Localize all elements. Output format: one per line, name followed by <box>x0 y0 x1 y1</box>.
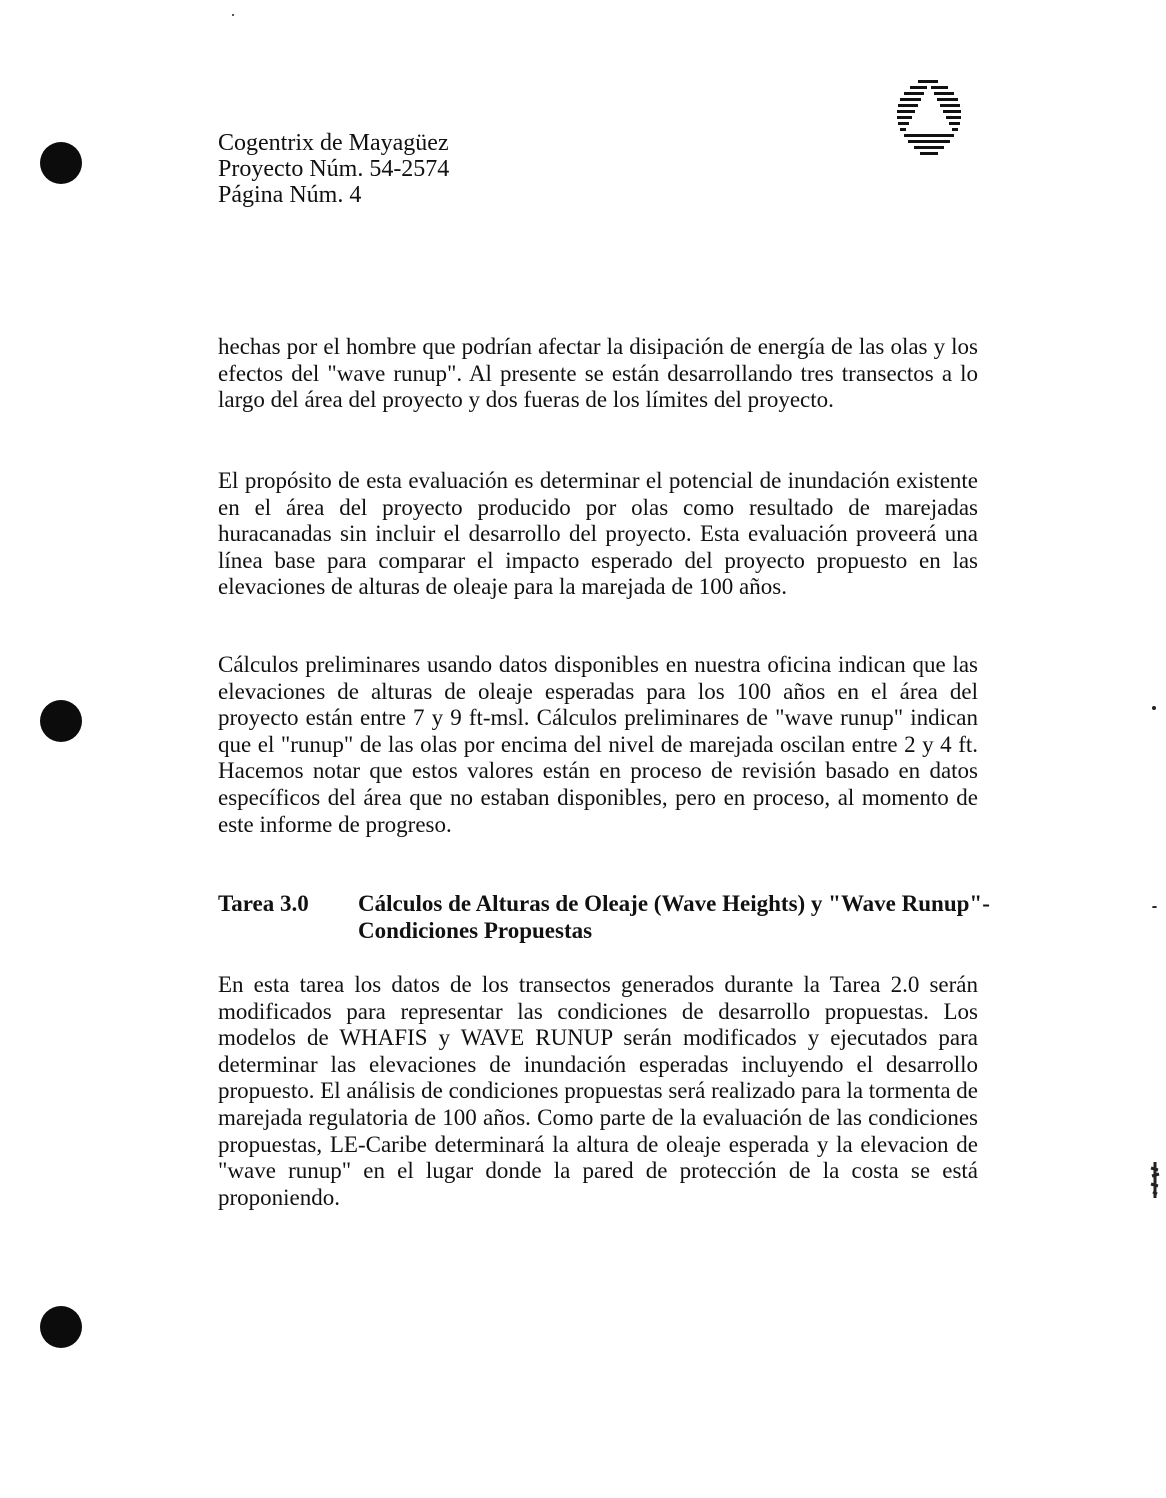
punch-hole-icon <box>40 700 82 742</box>
task-number: Tarea 3.0 <box>218 891 309 916</box>
scan-speck <box>1152 706 1156 710</box>
project-number: Proyecto Núm. 54-2574 <box>218 156 450 182</box>
paragraph-task-description: En esta tarea los datos de los transectos generados durante la Tarea 2.0 serán modificados para representar las condiciones de desarrollo propuestas. Los modelos de WHAFIS y WAVE RUNUP serán modificados y ejecutados para determinar las elevaciones de inundación esperadas incluyendo el desarrollo propuesto. El análisis de condiciones propuestas será realizado para la tormenta de marejada regulatoria de 100 años. Como parte de la evaluación de las condiciones propuestas, LE-Caribe determinará la altura de oleaje esperada y la elevacion de "wave runup" en el lugar donde la pared de protección de la costa se está proponiendo. <box>218 972 978 1210</box>
paragraph-purpose: El propósito de esta evaluación es determinar el potencial de inundación existente en el área del proyecto producido por olas como resultado de marejadas huracanadas sin incluir el desarrollo del proyecto. Esta evaluación proveerá una línea base para comparar el impacto esperado del proyecto propuesto en las elevaciones de alturas de oleaje para la marejada de 100 años. <box>218 468 978 600</box>
punch-hole-icon <box>40 142 82 184</box>
document-header <box>218 130 449 208</box>
task-title: Cálculos de Alturas de Oleaje (Wave Heights) y "Wave Runup"- Condiciones Propuestas <box>358 891 990 943</box>
punch-hole-icon <box>40 1306 82 1348</box>
company-name: Cogentrix de Mayagüez <box>218 130 449 156</box>
margin-mark-icon <box>1148 1160 1162 1200</box>
paragraph-continuation: hechas por el hombre que podrían afectar la disipación de energía de las olas y los efectos del "wave runup". Al presente se están desarrollando tres transectos a lo largo del área del proyecto y dos fueras de los límites del proyecto. <box>218 334 978 413</box>
scan-speck <box>232 14 234 16</box>
company-logo-icon <box>886 76 970 160</box>
paragraph-preliminary-calculations: Cálculos preliminares usando datos disponibles en nuestra oficina indican que las elevaciones de alturas de oleaje esperadas para los 100 años en el área del proyecto están entre 7 y 9 ft-msl. Cálculos preliminares de "wave runup" indican que el "runup" de las olas por encima del nivel de marejada oscilan entre 2 y 4 ft. Hacemos notar que estos valores están en proceso de revisión basado en datos específicos del área que no estaban disponibles, pero en proceso, al momento de este informe de progreso. <box>218 652 978 837</box>
page-number: Página Núm. 4 <box>218 182 362 208</box>
scan-speck <box>1152 906 1157 908</box>
